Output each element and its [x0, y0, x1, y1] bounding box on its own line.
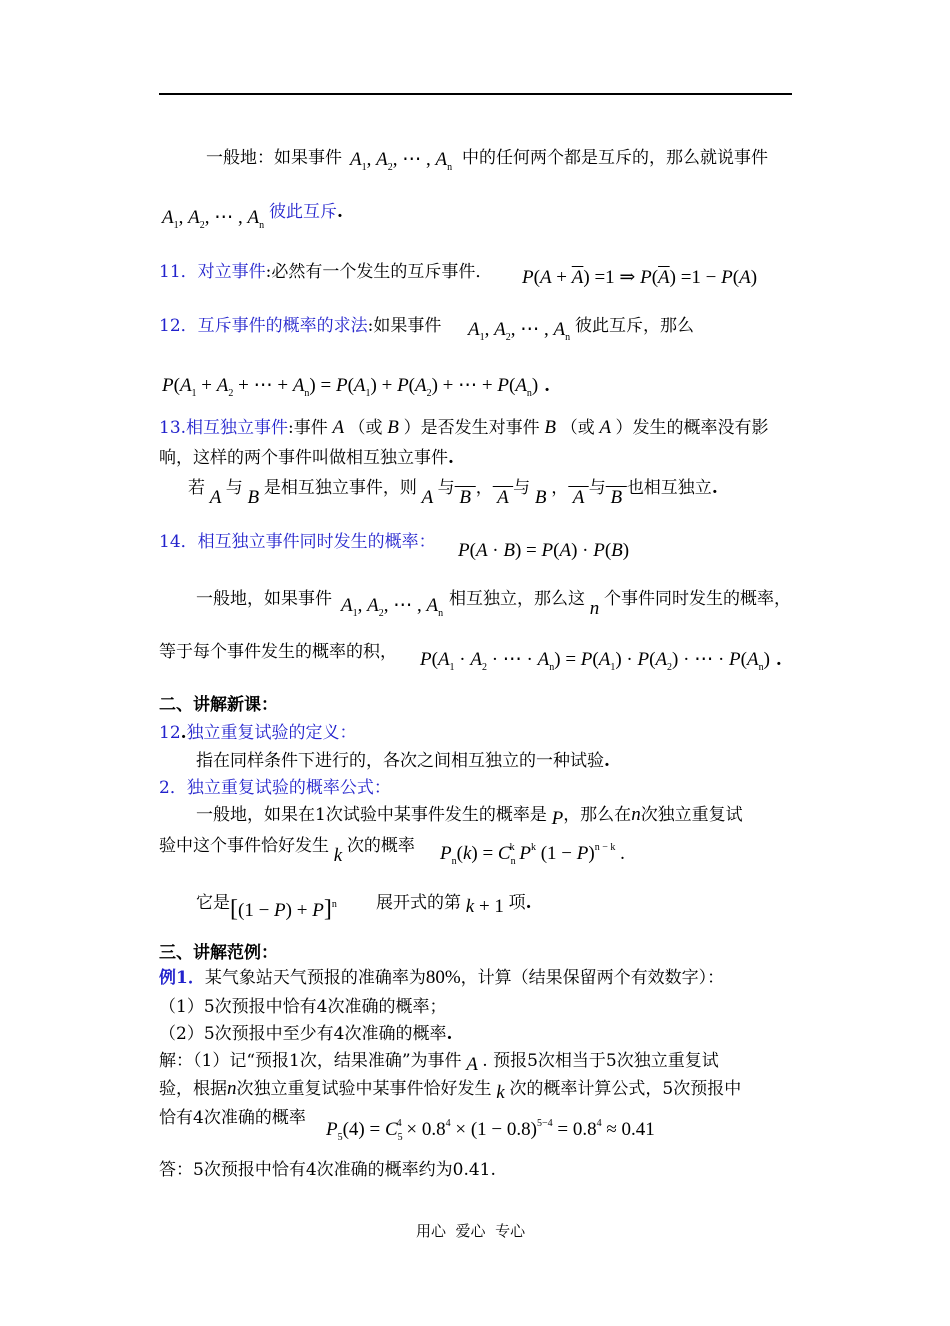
section-number: 13. [159, 418, 187, 438]
section-13-line1: 13.相互独立事件:事件 A （或 B ）是否发生对事件 B （或 A ）发生的概率没有影 [159, 417, 769, 438]
para-mutually-exclusive-line1b [462, 146, 768, 170]
footer-text: 用心 爱心 专心 [416, 1222, 526, 1240]
text: 相互独立，那么这 [449, 589, 585, 609]
definition-text [196, 749, 610, 773]
formula-expansion: $[(1 - P) + P]^n$ [230, 896, 337, 922]
formula-sum-probability: $P(A_1 + A_2$ + ⋯ + $A_n) = P(A_1) + P(A_2)$ + ⋯ + $P(A_n)$ . [162, 375, 551, 399]
formula-complement: $P(A + \overline{A}) =1$ ⇒ $P(\overline{A}) =1 - P(A)$ [522, 267, 758, 288]
event-list-math: $A_1$, $A_2$, ⋯ , $A_n$ [350, 149, 453, 173]
para-mutually-exclusive-line1 [206, 146, 342, 170]
text: 彼此互斥，那么 [575, 316, 694, 336]
event-list-math-2: $A_1$, $A_2$, ⋯ , $A_n$ [162, 207, 265, 231]
section-text: :如果事件 [367, 316, 442, 336]
text: 答：5次预报中恰有4次准确的概率约为0.41. [159, 1160, 496, 1180]
section-13-line2 [159, 446, 454, 470]
text: 某气象站天气预报的准确率为 [204, 968, 426, 988]
text: 独立重复试验的定义： [186, 723, 357, 743]
section-title: 相互独立事件 [186, 418, 289, 438]
formula-example-result: $P_5(4) = C_5^4 \times 0.8^4 \times (1 - 0.8)^{5-4} = 0.8^4 \approx 0.41$ [326, 1118, 655, 1143]
text: （2）5次预报中至少有4次准确的概率 [159, 1024, 447, 1044]
example-label: 例1． [159, 968, 205, 988]
text: 12 [159, 723, 181, 743]
period: . [525, 893, 532, 913]
text: . 预报5次相当于5次独立重复试 [482, 1051, 719, 1071]
section-13-line3: 若 A 与 B 是相互独立事件，则 A 与 B ， A 与 B ， A 与 B 也相互独立. [188, 478, 718, 508]
solution-line3 [159, 1106, 306, 1130]
section-14-p1 [196, 587, 332, 611]
formula-product-n: $P(A_1 \cdot A_2$ · ⋯ · $A_n) = P(A_1) \cdot P(A_2)$ · ⋯ · $P(A_n)$ . [420, 649, 782, 673]
text: ）是否发生对事件 [403, 418, 540, 438]
section-title: 对立事件 [197, 262, 266, 282]
text: 次独立重复试 [640, 805, 743, 825]
text: 与 [437, 478, 455, 498]
percentage: 80% [425, 967, 461, 988]
solution-line1: 解：（1）记“预报1次，结果准确”为事件 A . 预报5次相当于5次独立重复试 [159, 1051, 719, 1075]
text: 独立重复试验的概率公式： [186, 778, 391, 798]
page-footer [416, 1220, 525, 1241]
text: （或 [348, 418, 383, 438]
period: . [604, 751, 610, 771]
event-list-math-4: $A_1$, $A_2$, ⋯ , $A_n$ [341, 595, 444, 619]
section-title: 互斥事件的概率的求法 [197, 316, 368, 336]
section-14-p2: 相互独立，那么这 n 个事件同时发生的概率， [449, 589, 791, 619]
text: 是相互独立事件，则 [263, 478, 417, 498]
text: 验，根据 [159, 1079, 227, 1099]
definition-title: 12.独立重复试验的定义： [159, 723, 357, 743]
text: 个事件同时发生的概率， [604, 589, 791, 609]
header-rule [159, 93, 792, 95]
section-number: 12． [159, 316, 198, 336]
text: 次的概率计算公式，5次预报中 [509, 1079, 742, 1099]
text: 项 [508, 893, 526, 913]
text: 也相互独立 [626, 478, 712, 498]
text: 与 [225, 478, 243, 498]
mutually-exclusive-term [269, 200, 343, 224]
text: 它是 [196, 893, 230, 913]
text: 响，这样的两个事件叫做相互独立事件 [159, 448, 448, 468]
period: . [446, 1024, 453, 1044]
text: ， [551, 478, 569, 498]
period: . [448, 448, 454, 468]
text: 若 [188, 478, 205, 498]
section-14 [159, 530, 436, 554]
text: 恰有4次准确的概率 [159, 1108, 306, 1128]
text: 与 [513, 478, 531, 498]
example-1-part2 [159, 1022, 452, 1046]
text: 2． [159, 778, 187, 798]
formula-binomial: $P_n(k) = C_n^k$ $P^k$ $(1 - P)^{n - k}$ . [440, 842, 625, 867]
heading-examples [159, 941, 278, 965]
example-1-part1 [159, 995, 446, 1019]
formula-product: P(A · B) = P(A) · P(B) [458, 540, 630, 561]
text: 一般地，如果事件 [196, 589, 332, 609]
formula-para-line3b: 展开式的第 k + 1 项. [376, 893, 532, 917]
section-title: 相互独立事件同时发生的概率 [197, 532, 419, 552]
text: 与 [588, 478, 606, 498]
text: 三、讲解范例： [159, 943, 278, 963]
formula-title [159, 776, 391, 800]
formula-para-line1: 一般地，如果在1次试验中某事件发生的概率是 P，那么在n次独立重复试 [196, 804, 743, 829]
text: 一般地：如果事件 [206, 148, 342, 168]
section-11 [159, 260, 492, 284]
section-12 [159, 314, 441, 338]
text: ，那么在 [563, 805, 632, 825]
text: 指在同样条件下进行的，各次之间相互独立的一种试验 [196, 751, 604, 771]
text: 中的任何两个都是互斥的，那么就说事件 [462, 148, 768, 168]
text: 一般地，如果在1次试验中某事件发生的概率是 [196, 805, 547, 825]
section-text: :必然有一个发生的互斥事件． [265, 262, 493, 282]
text: 二、讲解新课： [159, 695, 278, 715]
section-12-tail [575, 314, 694, 338]
text: 解：（1）记“预报1次，结果准确”为事件 [159, 1051, 462, 1071]
section-number: 11． [159, 262, 198, 282]
formula-para-line2: 验中这个事件恰好发生 k 次的概率 [159, 836, 415, 866]
solution-line2: 验，根据n次独立重复试验中某事件恰好发生 k 次的概率计算公式，5次预报中 [159, 1078, 742, 1103]
text: ， [475, 478, 493, 498]
text: 展开式的第 [376, 893, 461, 913]
heading-new-lesson [159, 693, 278, 717]
period: . [711, 478, 718, 498]
text: 验中这个事件恰好发生 [159, 836, 329, 856]
event-list-math-3: $A_1$, $A_2$, ⋯ , $A_n$ [468, 319, 571, 343]
text: （1）5次预报中恰有4次准确的概率； [159, 997, 447, 1017]
section-number: 14． [159, 532, 198, 552]
text: ，计算（结果保留两个有效数字）： [460, 968, 725, 988]
text: 次独立重复试验中某事件恰好发生 [236, 1079, 492, 1099]
text: :事件 [288, 418, 328, 438]
text: （或 [560, 418, 595, 438]
section-14-p4 [159, 640, 397, 664]
answer-line [159, 1158, 496, 1182]
text: 等于每个事件发生的概率的积， [159, 642, 397, 662]
text: ）发生的概率没有影 [615, 418, 769, 438]
text: 次的概率 [346, 836, 415, 856]
period: . [337, 202, 343, 222]
example-1-question [159, 966, 724, 990]
text: ： [418, 532, 436, 552]
text: 彼此互斥 [269, 202, 337, 222]
formula-para-line3 [196, 891, 230, 915]
